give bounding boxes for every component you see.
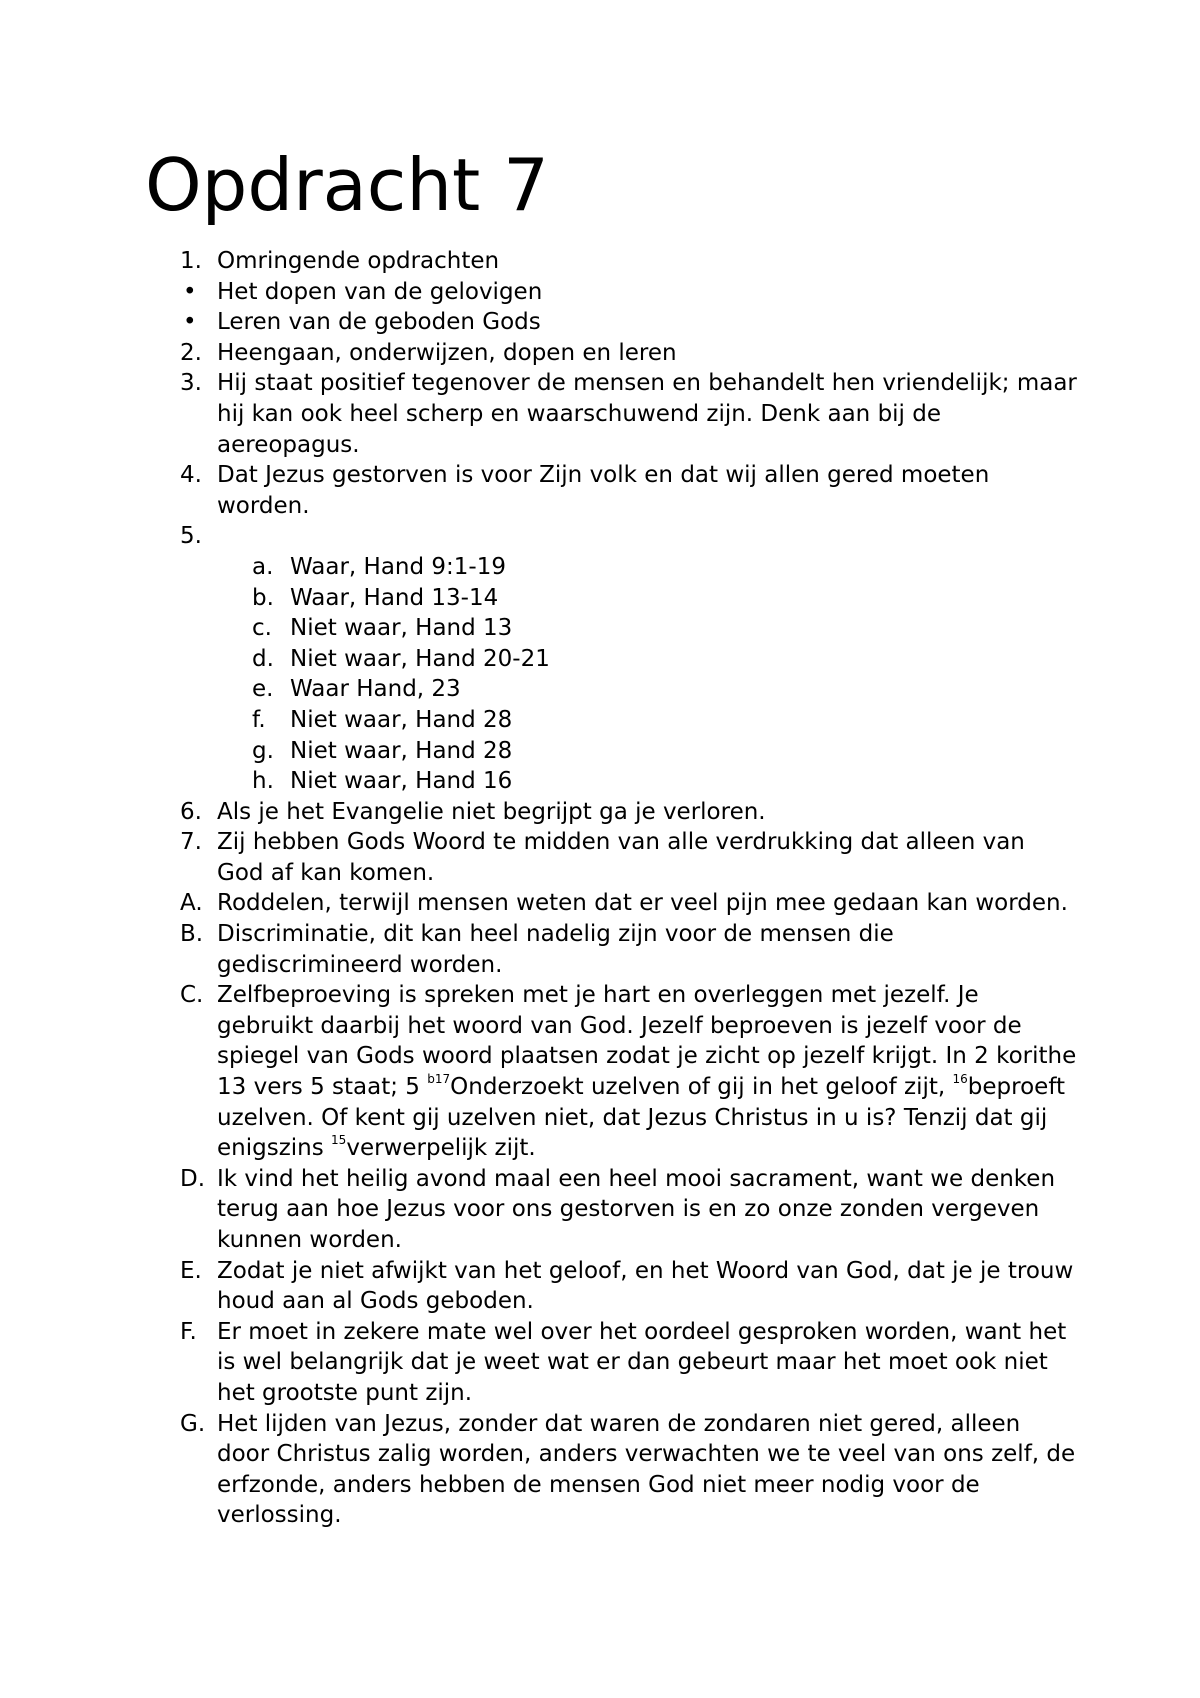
sub-list-item (0, 583, 1070, 614)
list-marker: F. (180, 1318, 197, 1345)
list-marker: c. (252, 615, 272, 642)
sub-list-item (0, 736, 1070, 767)
list-item-text: Hij staat positief tegenover de mensen en behandelt hen vriendelijk; maar hij kan ook heel scherp en waarschuwend zijn. Denk aan bij de aereopagus. (217, 370, 1077, 458)
list-item (0, 307, 1077, 338)
sub-list-item (0, 766, 1070, 797)
list-item-text: Niet waar, Hand 28 (290, 737, 513, 764)
list-item-text (217, 982, 1076, 1161)
list-item-text: Roddelen, terwijl mensen weten dat er veel pijn mee gedaan kan worden. (217, 890, 1068, 917)
list-item-text: Niet waar, Hand 28 (290, 706, 513, 733)
list-item (0, 1409, 1077, 1531)
list-item (0, 919, 1077, 980)
list-item (0, 460, 1077, 521)
list-item-text: Als je het Evangelie niet begrijpt ga je verloren. (217, 798, 766, 825)
text-segment: beproeft uzelven. Of kent gij uzelven niet, dat Jezus Christus in u is? Tenzij dat gij enigszins (217, 1074, 1066, 1162)
list-marker: h. (252, 768, 274, 795)
list-item (0, 797, 1077, 828)
list-item-text: Waar, Hand 13-14 (290, 584, 499, 611)
list-item-text: Niet waar, Hand 13 (290, 615, 513, 642)
sub-list-item (0, 674, 1070, 705)
text-segment: verwerpelijk zijt. (346, 1135, 536, 1162)
list-item-text: Het lijden van Jezus, zonder dat waren de zondaren niet gered, alleen door Christus zalig worden, anders verwachten we te veel van ons zelf, de erfzonde, anders hebben de mensen God niet meer nodig voor de verlossing. (217, 1410, 1076, 1529)
list-item (0, 521, 1077, 552)
list-item-text: Zij hebben Gods Woord te midden van alle verdrukking dat alleen van God af kan komen. (217, 829, 1025, 886)
list-item-text: Er moet in zekere mate wel over het oordeel gesproken worden, want het is wel belangrijk dat je weet wat er dan gebeurt maar het moet ook niet het grootste punt zijn. (217, 1318, 1067, 1406)
bullet-marker: • (183, 309, 197, 336)
list-marker: a. (252, 553, 274, 580)
list-item-text: Heengaan, onderwijzen, dopen en leren (217, 339, 677, 366)
list-item (0, 888, 1077, 919)
list-item (0, 980, 1077, 1164)
list-marker: 3. (180, 370, 202, 397)
list-item-text: Het dopen van de gelovigen (217, 278, 543, 305)
list-item (0, 827, 1077, 888)
list-marker: b. (252, 584, 274, 611)
list-marker: 4. (180, 462, 202, 489)
footnote-marker: 16 (952, 1072, 968, 1087)
list-item (0, 1164, 1077, 1256)
list-item (0, 338, 1077, 369)
list-item-text: Ik vind het heilig avond maal een heel mooi sacrament, want we denken terug aan hoe Jezus voor ons gestorven is en zo onze zonden vergeven kunnen worden. (217, 1165, 1056, 1253)
list-marker: B. (180, 921, 204, 948)
sub-list-item (0, 644, 1070, 675)
list-marker: C. (180, 982, 204, 1009)
text-segment: Zelfbeproeving is spreken met je hart en overleggen met jezelf. Je gebruikt daarbij het woord van God. Jezelf beproeven is jezelf voor de spiegel van Gods woord plaatsen zodat je zicht op jezelf krijgt. In 2 korithe 13 vers 5 staat; 5 (217, 982, 1077, 1101)
footnote-marker: b17 (427, 1072, 451, 1087)
list-marker: A. (180, 890, 203, 917)
list-marker: E. (180, 1257, 202, 1284)
list-marker: D. (180, 1165, 206, 1192)
list-marker: 7. (180, 829, 202, 856)
list-item (0, 277, 1077, 308)
list-marker: d. (252, 645, 274, 672)
list-item (0, 246, 1077, 277)
answer-list (0, 246, 1200, 1531)
text-segment: Onderzoekt uzelven of gij in het geloof zijt, (450, 1074, 953, 1101)
list-item (0, 1317, 1077, 1409)
list-item (0, 368, 1077, 460)
list-item-text: Niet waar, Hand 20-21 (290, 645, 550, 672)
list-marker: 2. (180, 339, 202, 366)
bullet-marker: • (183, 278, 197, 305)
list-marker: 5. (180, 523, 202, 550)
list-item (0, 1256, 1077, 1317)
footnote-marker: 15 (331, 1133, 347, 1148)
list-item-text: Niet waar, Hand 16 (290, 768, 513, 795)
list-item-text: Waar, Hand 9:1-19 (290, 553, 506, 580)
list-item-text: Dat Jezus gestorven is voor Zijn volk en dat wij allen gered moeten worden. (217, 462, 990, 519)
page-title: Opdracht 7 (145, 143, 549, 227)
list-marker: f. (252, 706, 266, 733)
list-item-text: Leren van de geboden Gods (217, 309, 541, 336)
list-marker: g. (252, 737, 274, 764)
sub-list-item (0, 613, 1070, 644)
sub-list-item (0, 705, 1070, 736)
list-item-text: Zodat je niet afwijkt van het geloof, en het Woord van God, dat je je trouw houd aan al Gods geboden. (217, 1257, 1074, 1315)
list-marker: 1. (180, 248, 202, 274)
list-item-text: Waar Hand, 23 (290, 676, 461, 703)
sub-list-item (0, 552, 1070, 583)
list-item-text: Omringende opdrachten (217, 248, 500, 274)
list-marker: 6. (180, 798, 202, 825)
list-marker: e. (252, 676, 274, 703)
list-marker: G. (180, 1410, 206, 1437)
list-item-text: Discriminatie, dit kan heel nadelig zijn voor de mensen die gediscrimineerd worden. (217, 921, 894, 978)
